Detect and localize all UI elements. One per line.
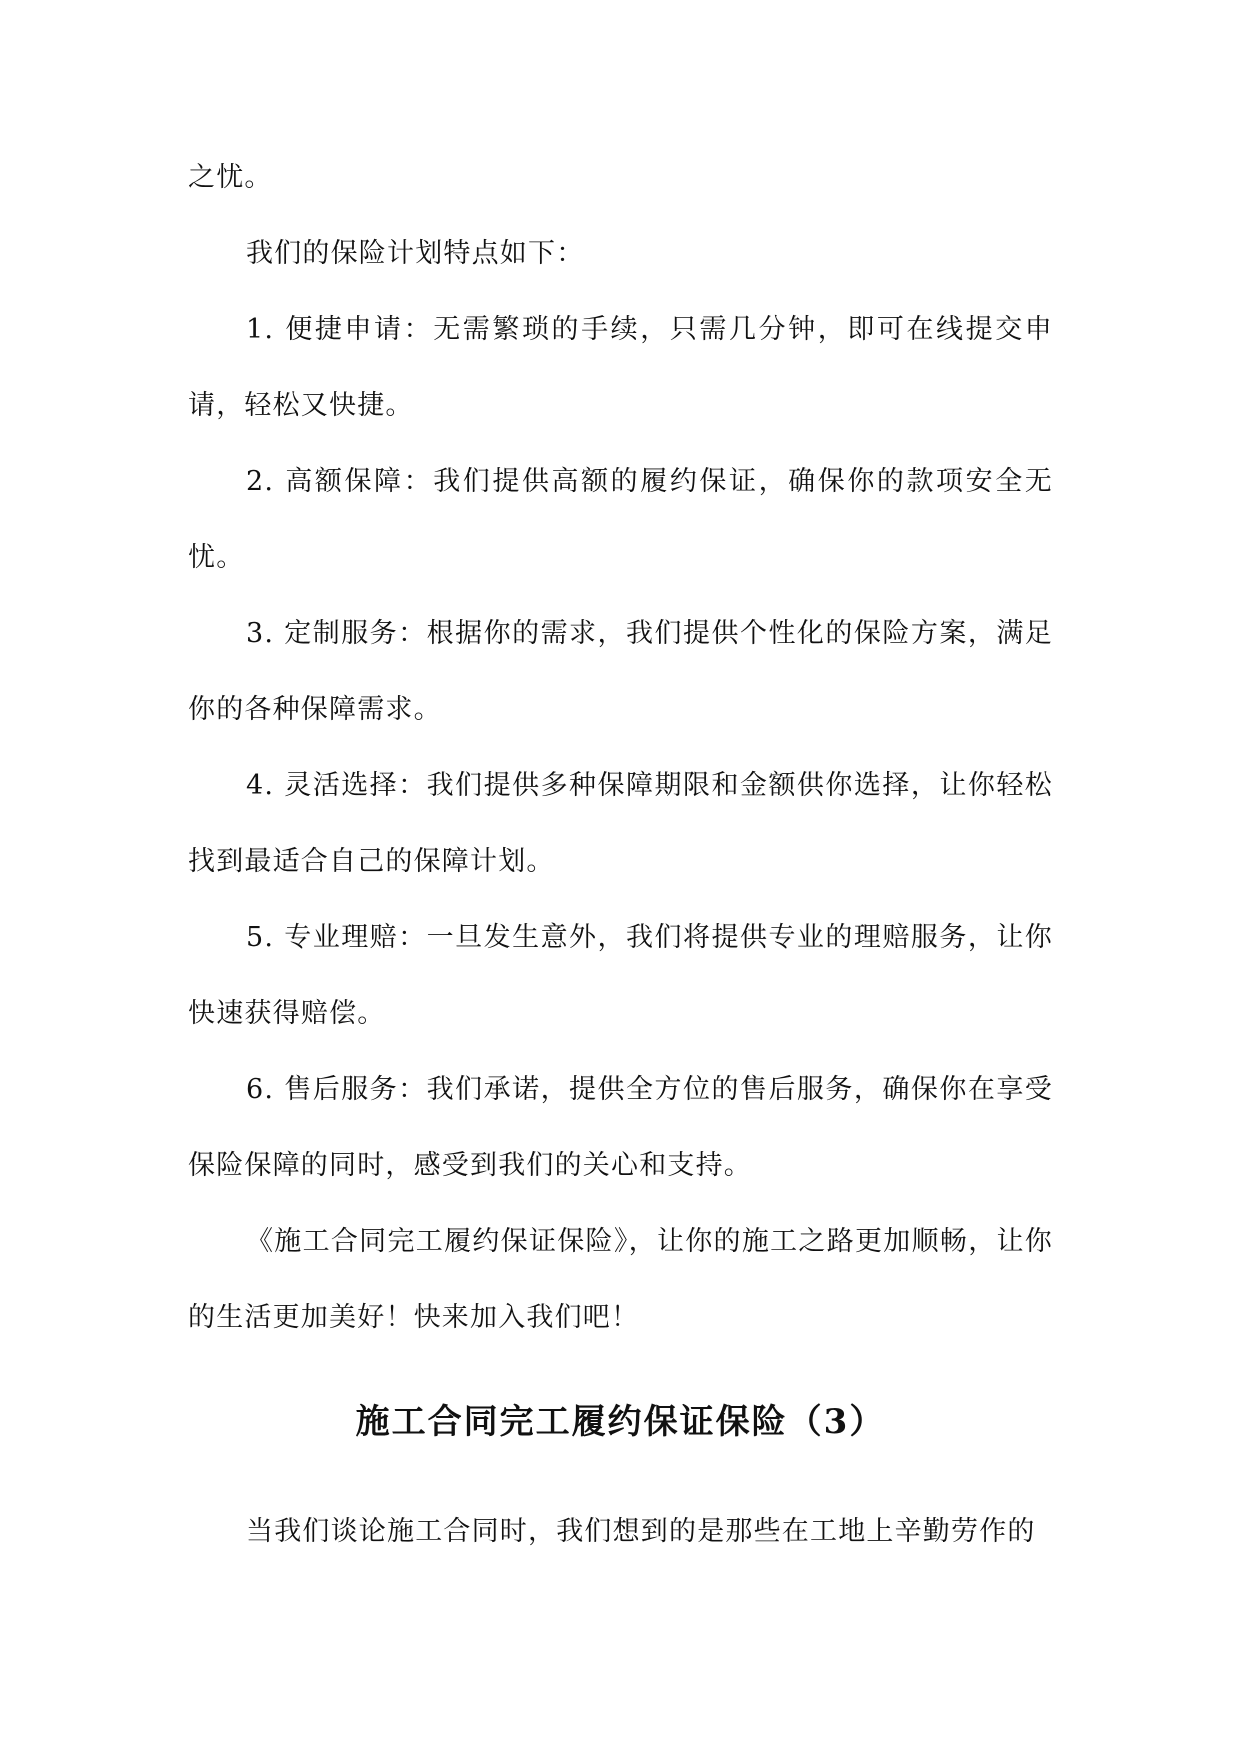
list-item-2: 2. 高额保障：我们提供高额的履约保证，确保你的款项安全无忧。 — [188, 466, 1053, 573]
list-item-3: 3. 定制服务：根据你的需求，我们提供个性化的保险方案，满足你的各种保障需求。 — [188, 618, 1053, 725]
section-title: 施工合同完工履约保证保险（3） — [355, 1402, 886, 1442]
paragraph-continuation: 之忧。 — [188, 162, 273, 193]
list-item-5: 5. 专业理赔：一旦发生意外，我们将提供专业的理赔服务，让你快速获得赔偿。 — [188, 922, 1053, 1029]
paragraph-section-start: 当我们谈论施工合同时，我们想到的是那些在工地上辛勤劳作的 — [246, 1516, 1036, 1547]
list-item-1: 1. 便捷申请：无需繁琐的手续，只需几分钟，即可在线提交申请，轻松又快捷。 — [188, 314, 1053, 421]
document-body — [188, 140, 1053, 1570]
list-item-6: 6. 售后服务：我们承诺，提供全方位的售后服务，确保你在享受保险保障的同时，感受到我们的关心和支持。 — [188, 1074, 1053, 1181]
paragraph-closing: 《施工合同完工履约保证保险》，让你的施工之路更加顺畅，让你的生活更加美好！快来加入我们吧！ — [188, 1226, 1053, 1333]
list-item-4: 4. 灵活选择：我们提供多种保障期限和金额供你选择，让你轻松找到最适合自己的保障计划。 — [188, 770, 1053, 877]
paragraph-intro: 我们的保险计划特点如下： — [246, 238, 585, 269]
